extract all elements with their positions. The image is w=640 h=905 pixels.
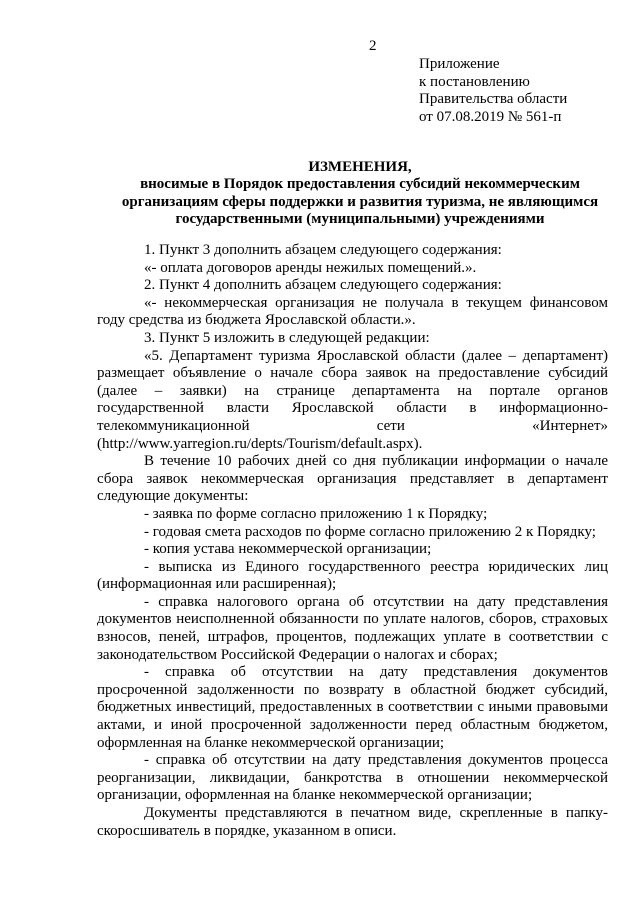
document-subtitle: вносимые в Порядок предоставления субсидий некоммерческим организациям сферы поддержки и развития туризма, не являющимся государственными (муниципальными) учреждениями — [121, 176, 599, 228]
paragraph: - справка об отсутствии на дату представления документов просроченной задолженности по возврату в областной бюджет субсидий, бюджетных инвестиций, предоставленных в соответствии с иными правовыми актами, и иной просроченной задолженности перед областным бюджетом, оформленная на бланке некоммерческой организации; — [97, 664, 608, 751]
title-block — [96, 159, 624, 229]
appendix-line-3: Правительства области — [419, 91, 568, 108]
paragraph: - справка налогового органа об отсутствии на дату представления документов неисполненной обязанности по уплате налогов, сборов, страховых взносов, пеней, штрафов, процентов, подлежащих уплате в соответствии с законодательством Российской Федерации о налогах и сборах; — [97, 593, 608, 663]
paragraph: 3. Пункт 5 изложить в следующей редакции: — [144, 329, 430, 346]
body-text — [97, 242, 608, 840]
appendix-line-4: от 07.08.2019 № 561-п — [419, 108, 562, 125]
paragraph: 1. Пункт 3 дополнить абзацем следующего содержания: — [144, 242, 502, 258]
document-heading: ИЗМЕНЕНИЯ, — [308, 159, 412, 175]
paragraph: «- некоммерческая организация не получала в текущем финансовом году средства из бюджета Ярославской области.». — [97, 294, 608, 329]
paragraph: - справка об отсутствии на дату представления документов процесса реорганизации, ликвидации, банкротства в отношении некоммерческой организации, оформленная на бланке некоммерческой организации; — [97, 752, 608, 804]
paragraph: - копия устава некоммерческой организации; — [144, 541, 432, 558]
paragraph: 2. Пункт 4 дополнить абзацем следующего содержания: — [144, 277, 502, 294]
paragraph: В течение 10 рабочих дней со дня публикации информации о начале сбора заявок некоммерческая организация представляет в департамент следующие документы: — [97, 453, 608, 505]
paragraph: - годовая смета расходов по форме согласно приложению 2 к Порядку; — [144, 523, 596, 540]
paragraph: Документы представляются в печатном виде, скрепленные в папку-скоросшиватель в порядке, указанном в описи. — [97, 805, 608, 839]
paragraph: «5. Департамент туризма Ярославской области (далее – департамент) размещает объявление о начале сбора заявок на предоставление субсидий (далее – заявки) на странице департамента на портале органов государственной власти Ярославской области в информационно-телекоммуникационной сети «Интернет» (http://www.yarregion.ru/depts/Tourism/default.aspx). — [97, 347, 608, 452]
appendix-line-2: к постановлению — [419, 73, 530, 90]
appendix-line-1: Приложение — [419, 56, 500, 72]
page-number: 2 — [369, 38, 377, 54]
paragraph: - заявка по форме согласно приложению 1 к Порядку; — [144, 505, 488, 522]
paragraph: «- оплата договоров аренды нежилых помещений.». — [144, 259, 477, 276]
appendix-block — [419, 56, 567, 126]
paragraph: - выписка из Единого государственного реестра юридических лиц (информационная или расширенная); — [97, 558, 608, 593]
